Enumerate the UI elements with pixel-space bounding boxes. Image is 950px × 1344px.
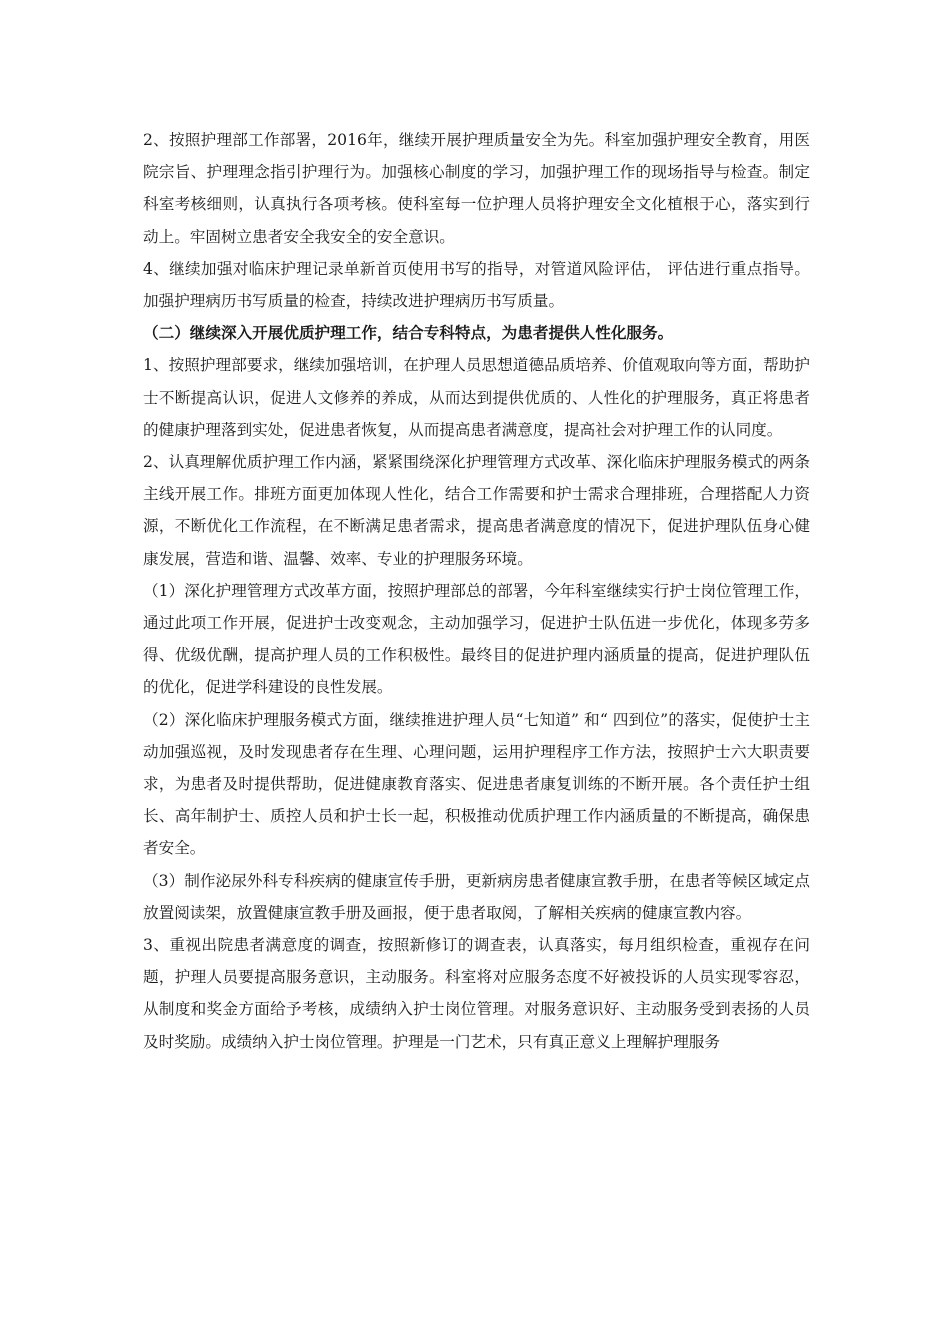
- paragraph-records: 4、继续加强对临床护理记录单新首页使用书写的指导，对管道风险评估， 评估进行重点指导。加强护理病历书写质量的检查，持续改进护理病历书写质量。: [143, 259, 810, 311]
- paragraph-quality-care: 2、认真理解优质护理工作内涵，紧紧围绕深化护理管理方式改革、深化临床护理服务模式的两条主线开展工作。排班方面更加体现人性化，结合工作需要和护士需求合理排班，合理搭配人力资源，不断优化工作流程，在不断满足患者需求，提高患者满意度的情况下，促进护理队伍身心健康发展，营造和谐、温馨、效率、专业的护理服务环境。: [143, 453, 810, 568]
- paragraph-service-model: （2）深化临床护理服务模式方面，继续推进护理人员“七知道” 和“ 四到位”的落实，促使护士主动加强巡视，及时发现患者存在生理、心理问题，运用护理程序工作方法，按照护士六大职责要求，为患者及时提供帮助，促进健康教育落实、促进患者康复训练的不断开展。各个责任护士组长、高年制护士、质控人员和护士长一起，积极推动优质护理工作内涵质量的不断提高，确保患者安全。: [143, 710, 810, 858]
- paragraph-management-reform: （1）深化护理管理方式改革方面，按照护理部总的部署，今年科室继续实行护士岗位管理工作，通过此项工作开展，促进护士改变观念，主动加强学习，促进护士队伍进一步优化，体现多劳多得、优级优酬，提高护理人员的工作积极性。最终目的促进护理内涵质量的提高，促进护理队伍的优化，促进学科建设的良性发展。: [143, 581, 810, 697]
- document-body: [143, 124, 810, 1058]
- paragraph-health-manual: （3）制作泌尿外科专科疾病的健康宣传手册，更新病房患者健康宣教手册，在患者等候区域定点放置阅读架，放置健康宣教手册及画报，便于患者取阅，了解相关疾病的健康宣教内容。: [143, 871, 810, 922]
- paragraph-satisfaction: 3、重视出院患者满意度的调查，按照新修订的调查表，认真落实，每月组织检查，重视存在问题，护理人员要提高服务意识，主动服务。科室将对应服务态度不好被投诉的人员实现零容忍，从制度和奖金方面给予考核，成绩纳入护士岗位管理。对服务意识好、主动服务受到表扬的人员及时奖励。成绩纳入护士岗位管理。护理是一门艺术，只有真正意义上理解护理服务: [143, 936, 810, 1051]
- paragraph-safety: 2、按照护理部工作部署，2016年，继续开展护理质量安全为先。科室加强护理安全教育，用医院宗旨、护理理念指引护理行为。加强核心制度的学习，加强护理工作的现场指导与检查。制定科室考核细则，认真执行各项考核。使科室每一位护理人员将护理安全文化植根于心，落实到行动上。牢固树立患者安全我安全的安全意识。: [143, 131, 810, 246]
- paragraph-training: 1、按照护理部要求，继续加强培训，在护理人员思想道德品质培养、价值观取向等方面，帮助护士不断提高认识，促进人文修养的养成，从而达到提供优质的、人性化的护理服务，真正将患者的健康护理落到实处，促进患者恢复，从而提高患者满意度，提高社会对护理工作的认同度。: [143, 356, 810, 439]
- section-heading: （二）继续深入开展优质护理工作，结合专科特点，为患者提供人性化服务。: [143, 323, 674, 343]
